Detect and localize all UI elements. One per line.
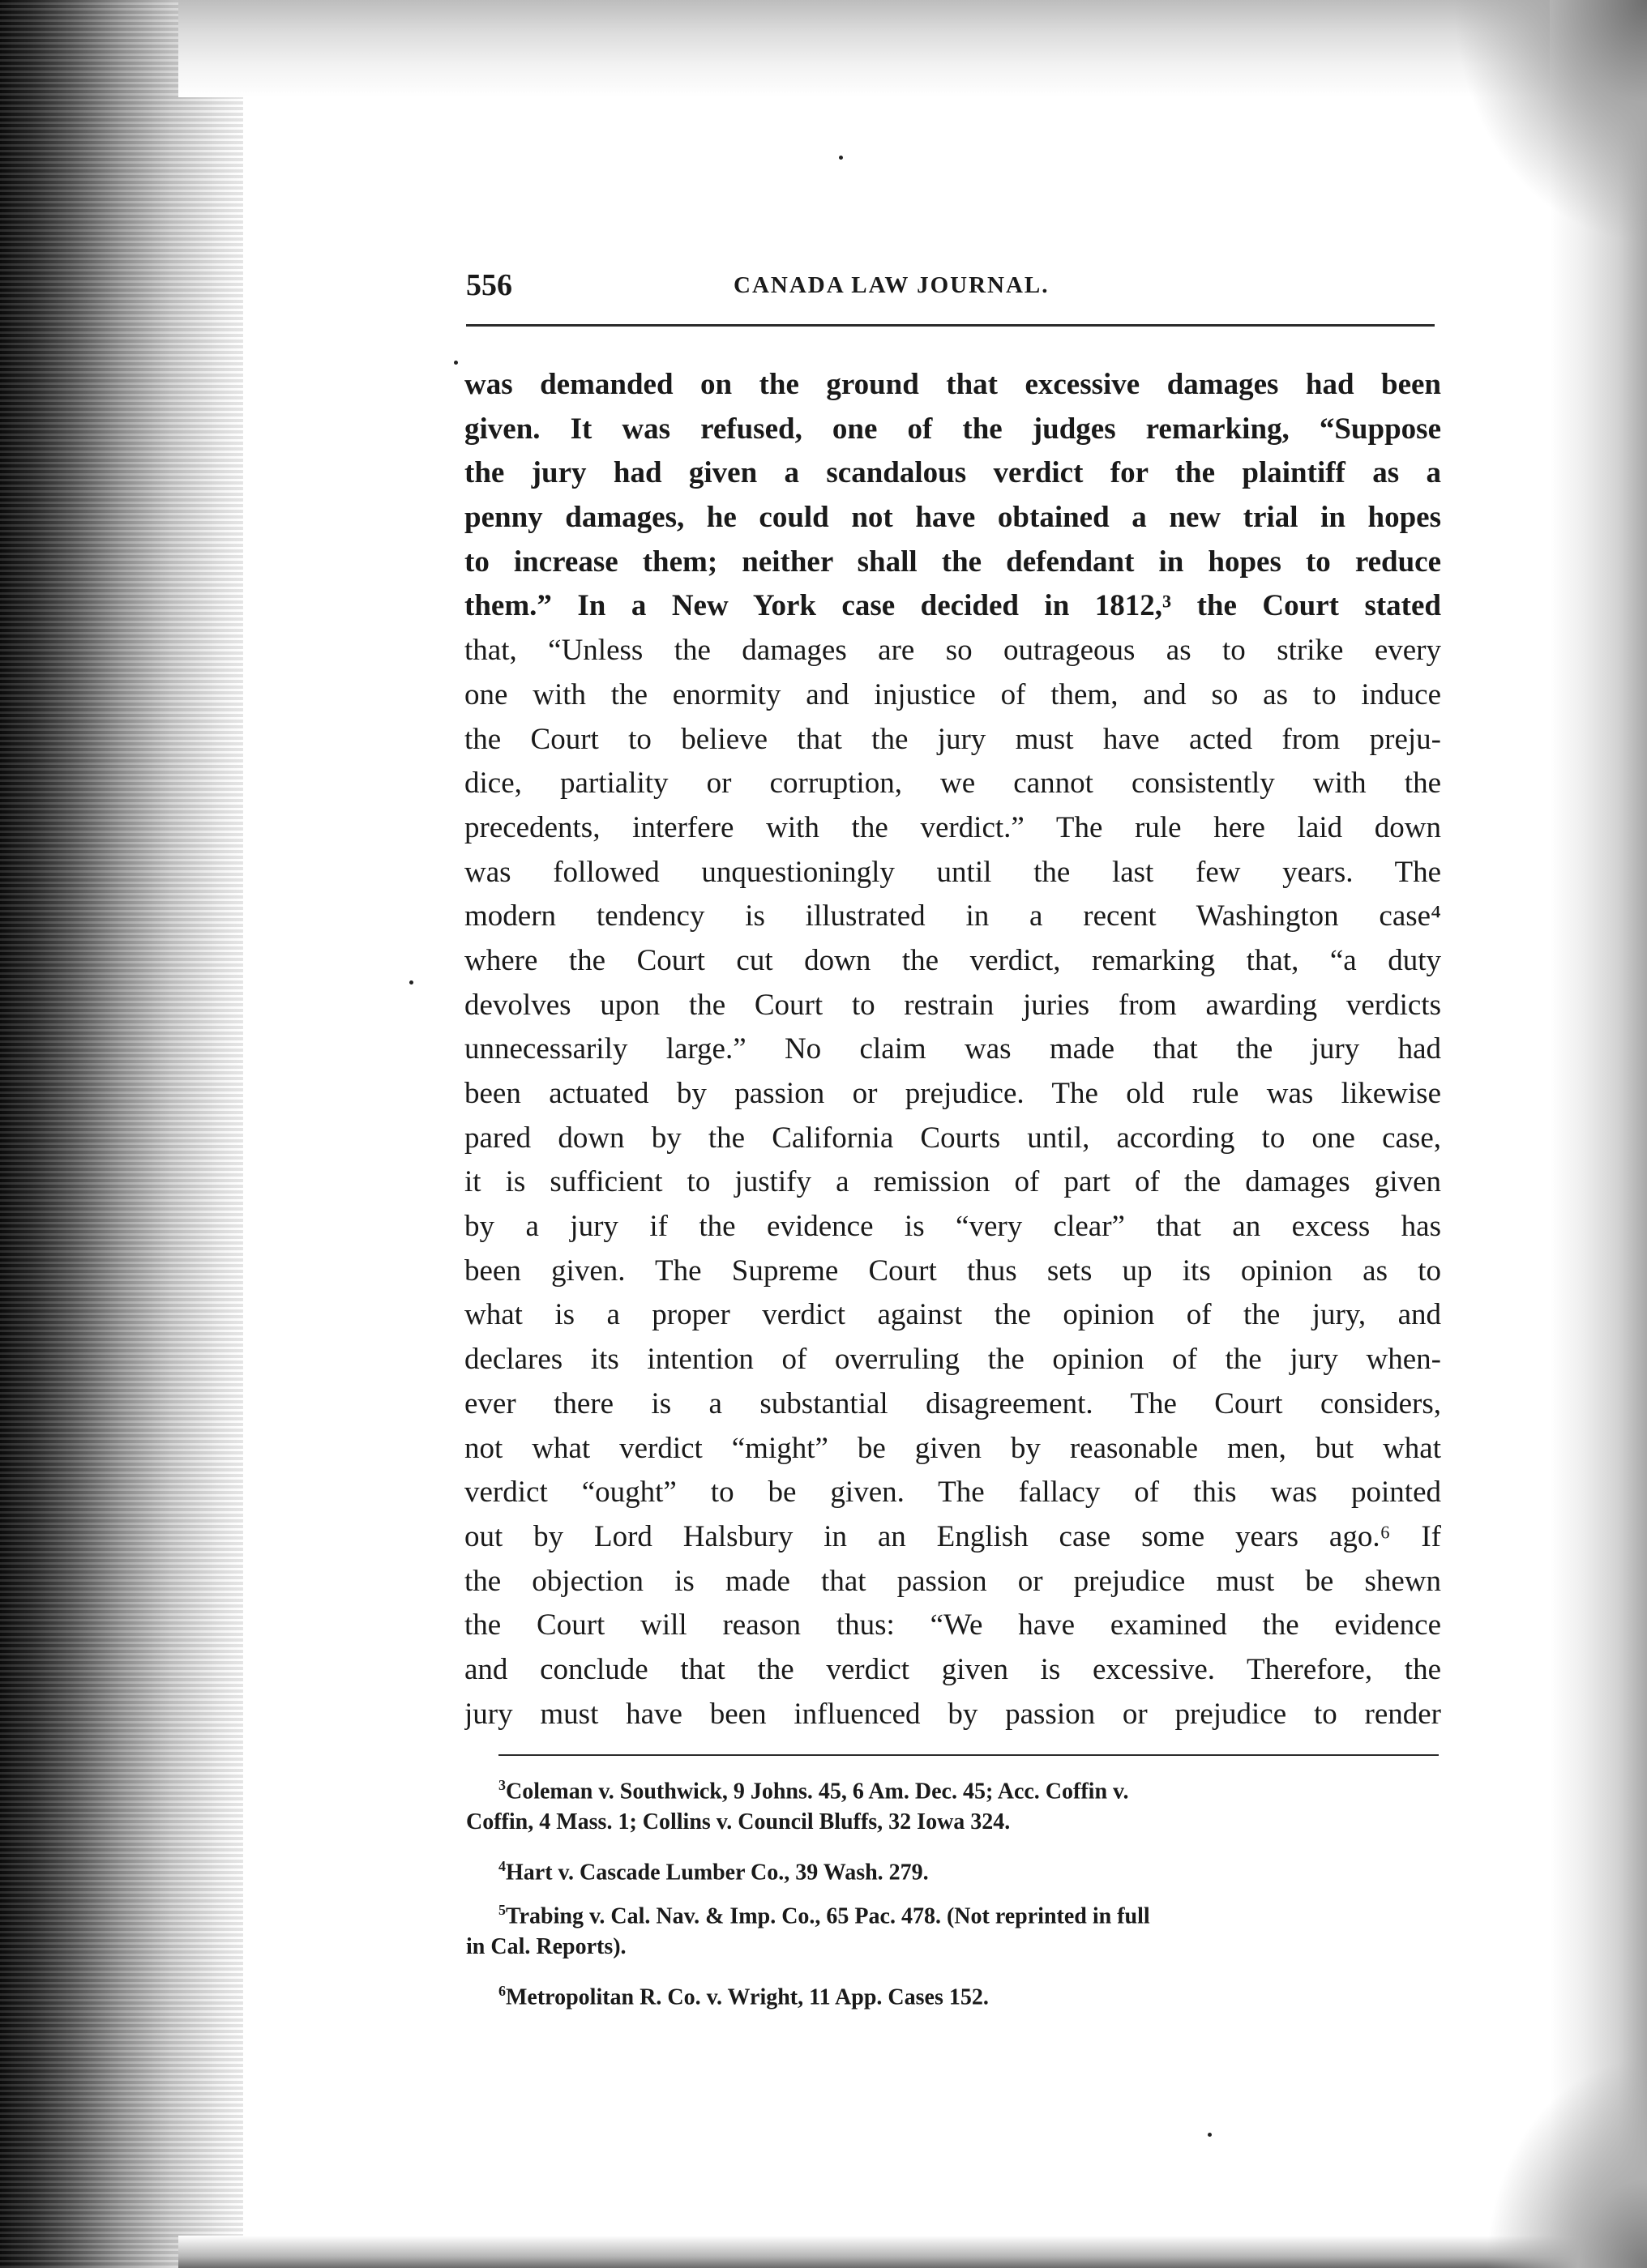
page-number: 556: [466, 268, 512, 302]
scan-speck: [839, 156, 843, 160]
body-line: where the Court cut down the verdict, remarking that, “a duty: [464, 943, 1441, 977]
scan-shadow-bottom: [178, 2236, 1647, 2268]
body-line: that, “Unless the damages are so outrageous as to strike every: [464, 634, 1441, 668]
body-line: to increase them; neither shall the defendant in hopes to reduce: [464, 545, 1441, 579]
body-line: penny damages, he could not have obtained a new trial in hopes: [464, 501, 1441, 535]
scan-shadow-top: [178, 0, 1647, 97]
body-line: verdict “ought” to be given. The fallacy of this was pointed: [464, 1476, 1441, 1510]
footnote-mark: 5: [498, 1902, 506, 1918]
footnote-line: [466, 1972, 1443, 2010]
body-line: devolves upon the Court to restrain juries from awarding verdicts: [464, 988, 1441, 1022]
scan-speck: [454, 361, 458, 365]
scan-speck: [1208, 2133, 1212, 2137]
footnote: [466, 1891, 1443, 1972]
footnote-line: [466, 1804, 1443, 1841]
body-line: dice, partiality or corruption, we cannot consistently with the: [464, 767, 1441, 801]
body-line: it is sufficient to justify a remission of part of the damages given: [464, 1165, 1441, 1199]
body-line: pared down by the California Courts until, according to one case,: [464, 1121, 1441, 1155]
body-line: been given. The Supreme Court thus sets up its opinion as to: [464, 1254, 1441, 1288]
footnote-line: [466, 1928, 1443, 1966]
footnote-rule: [498, 1754, 1439, 1756]
body-line: given. It was refused, one of the judges remarking, “Suppose: [464, 412, 1441, 446]
footnote-text: Trabing v. Cal. Nav. & Imp. Co., 65 Pac. 478. (Not reprinted in full: [506, 1903, 1150, 1928]
body-line: by a jury if the evidence is “very clear” that an excess has: [464, 1210, 1441, 1244]
footnote-mark: 4: [498, 1858, 506, 1874]
body-line: what is a proper verdict against the opinion of the jury, and: [464, 1298, 1441, 1332]
body-line: was demanded on the ground that excessive damages had been: [464, 368, 1441, 401]
body-line: and conclude that the verdict given is excessive. Therefore, the: [464, 1652, 1441, 1686]
scan-shadow-right: [1550, 0, 1647, 2268]
footnotes: [466, 1766, 1443, 2016]
body-line: declares its intention of overruling the opinion of the jury when-: [464, 1343, 1441, 1377]
body-line: ever there is a substantial disagreement. The Court considers,: [464, 1386, 1441, 1420]
body-text: [464, 363, 1441, 1736]
body-line: been actuated by passion or prejudice. The old rule was likewise: [464, 1077, 1441, 1110]
footnote-text: Coffin, 4 Mass. 1; Collins v. Council Bluffs, 32 Iowa 324.: [466, 1809, 1011, 1834]
scan-speck: [409, 980, 413, 985]
footnote-line: [466, 1766, 1443, 1804]
footnote-text: Hart v. Cascade Lumber Co., 39 Wash. 279.: [506, 1860, 929, 1885]
scan-shadow-left: [0, 0, 243, 2268]
body-line: jury must have been influenced by passion or prejudice to render: [464, 1697, 1441, 1731]
footnote: [466, 1847, 1443, 1891]
running-title: CANADA LAW JOURNAL.: [734, 272, 1050, 298]
body-line: out by Lord Halsbury in an English case some years ago.⁶ If: [464, 1519, 1441, 1553]
footnote-line: [466, 1891, 1443, 1928]
scan-corner-top-right: [1452, 0, 1647, 243]
header-rule: [466, 324, 1435, 327]
scan-corner-bottom-right: [1485, 2057, 1647, 2268]
footnote-line: [466, 1847, 1443, 1885]
footnote-text: Metropolitan R. Co. v. Wright, 11 App. Cases 152.: [506, 1984, 989, 2010]
body-line: them.” In a New York case decided in 1812,³ the Court stated: [464, 589, 1441, 623]
body-line: one with the enormity and injustice of them, and so as to induce: [464, 677, 1441, 711]
footnote-mark: 3: [498, 1777, 506, 1793]
page-header: [466, 267, 1439, 308]
footnote-text: Coleman v. Southwick, 9 Johns. 45, 6 Am. Dec. 45; Acc. Coffin v.: [506, 1779, 1129, 1804]
body-line: unnecessarily large.” No claim was made that the jury had: [464, 1032, 1441, 1066]
footnote: [466, 1766, 1443, 1847]
body-line: not what verdict “might” be given by reasonable men, but what: [464, 1431, 1441, 1465]
body-line: modern tendency is illustrated in a recent Washington case⁴: [464, 899, 1441, 933]
body-line: the jury had given a scandalous verdict for the plaintiff as a: [464, 456, 1441, 490]
body-line: the objection is made that passion or prejudice must be shewn: [464, 1564, 1441, 1598]
footnote: [466, 1972, 1443, 2016]
body-line: the Court to believe that the jury must have acted from preju-: [464, 722, 1441, 756]
footnote-mark: 6: [498, 1983, 506, 1999]
body-line: was followed unquestioningly until the last few years. The: [464, 855, 1441, 889]
body-line: precedents, interfere with the verdict.” The rule here laid down: [464, 810, 1441, 844]
footnote-text: in Cal. Reports).: [466, 1934, 627, 1959]
body-line: the Court will reason thus: “We have examined the evidence: [464, 1608, 1441, 1642]
